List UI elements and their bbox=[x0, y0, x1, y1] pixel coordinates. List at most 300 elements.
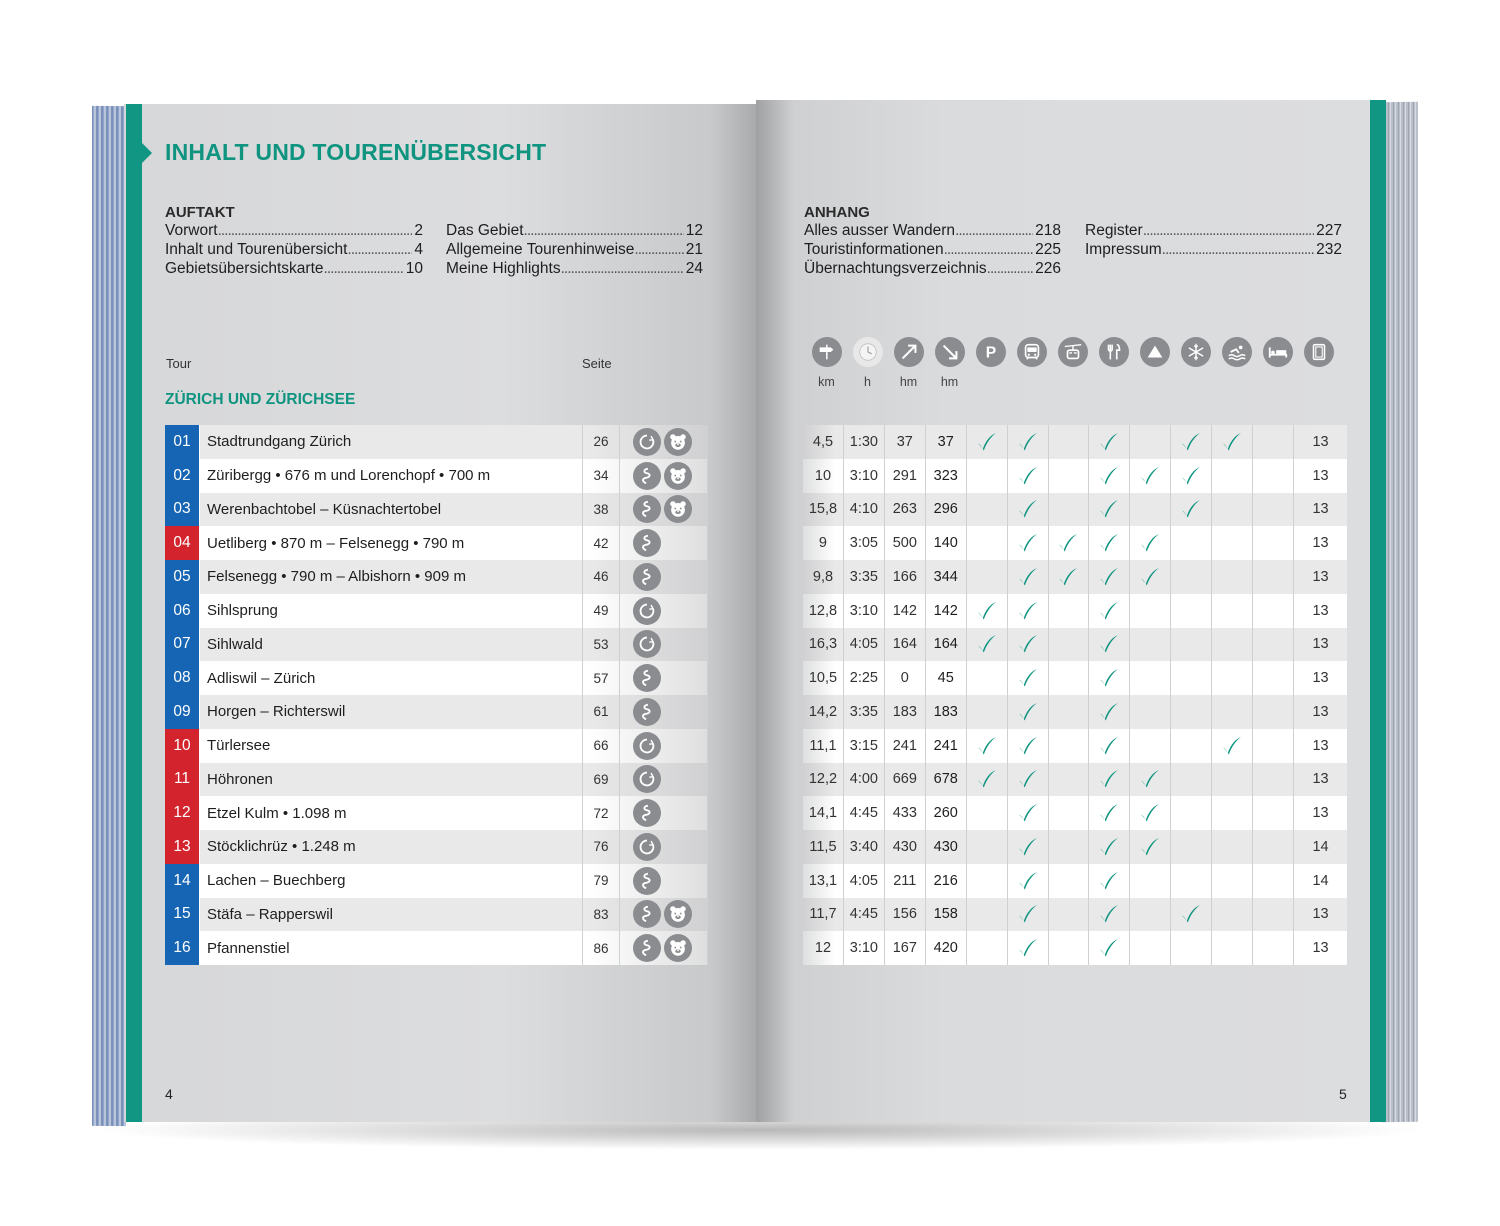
check-icon bbox=[1171, 898, 1212, 932]
check-icon bbox=[1049, 560, 1090, 594]
tour-table-right bbox=[803, 425, 1347, 965]
empty-cell bbox=[1130, 493, 1171, 527]
table-row[interactable] bbox=[165, 425, 708, 459]
empty-cell bbox=[1171, 729, 1212, 763]
clock-icon bbox=[853, 337, 883, 367]
tour-distance: 9 bbox=[803, 526, 844, 560]
tour-distance: 4,5 bbox=[803, 425, 844, 459]
tour-duration: 3:40 bbox=[844, 830, 885, 864]
tour-distance: 15,8 bbox=[803, 493, 844, 527]
empty-cell bbox=[1171, 830, 1212, 864]
tour-duration: 1:30 bbox=[844, 425, 885, 459]
tour-number-badge: 10 bbox=[165, 729, 200, 763]
empty-cell bbox=[1253, 425, 1294, 459]
check-icon bbox=[1008, 493, 1049, 527]
table-row[interactable] bbox=[803, 796, 1347, 830]
tour-name[interactable]: Stöcklichrüz • 1.248 m bbox=[200, 830, 583, 864]
tour-number-badge: 06 bbox=[165, 594, 200, 628]
empty-cell bbox=[967, 493, 1008, 527]
tour-type-icons bbox=[620, 898, 708, 932]
tour-page: 34 bbox=[583, 459, 620, 493]
tour-descent: 216 bbox=[926, 864, 967, 898]
toc-entry[interactable] bbox=[804, 260, 1061, 278]
tour-distance: 11,5 bbox=[803, 830, 844, 864]
tour-descent: 678 bbox=[926, 763, 967, 797]
tour-map-number: 13 bbox=[1312, 703, 1329, 720]
header-unit-label: hm bbox=[940, 375, 959, 389]
page-edges-left bbox=[92, 106, 126, 1126]
empty-cell bbox=[1253, 931, 1294, 965]
kids-bear-icon bbox=[664, 428, 692, 456]
empty-cell bbox=[1212, 830, 1253, 864]
header-icon-column bbox=[847, 337, 888, 389]
table-row[interactable] bbox=[165, 695, 708, 729]
kids-bear-icon bbox=[664, 495, 692, 523]
toc-entry-label: Vorwort bbox=[165, 222, 218, 239]
tour-page: 72 bbox=[583, 796, 620, 830]
check-icon bbox=[1089, 661, 1130, 695]
table-row[interactable] bbox=[165, 661, 708, 695]
check-icon bbox=[1130, 560, 1171, 594]
table-row[interactable] bbox=[803, 729, 1347, 763]
tour-ascent: 211 bbox=[885, 864, 926, 898]
empty-cell bbox=[1253, 560, 1294, 594]
cable-car-icon bbox=[1058, 337, 1088, 367]
tour-distance: 14,1 bbox=[803, 796, 844, 830]
toc-entry-page: 24 bbox=[685, 260, 703, 277]
table-row[interactable] bbox=[803, 661, 1347, 695]
oneway-route-icon bbox=[633, 867, 661, 895]
empty-cell bbox=[1253, 763, 1294, 797]
tour-duration: 3:35 bbox=[844, 695, 885, 729]
summit-icon bbox=[1140, 337, 1170, 367]
tour-map-number: 13 bbox=[1312, 602, 1329, 619]
table-row[interactable] bbox=[165, 628, 708, 662]
tour-type-icons bbox=[620, 763, 708, 797]
tour-type-icons bbox=[620, 661, 708, 695]
toc-entry-label: Übernachtungsverzeichnis bbox=[804, 260, 987, 277]
oneway-route-icon bbox=[633, 799, 661, 827]
tour-type-icons bbox=[620, 830, 708, 864]
toc-leader-dots bbox=[324, 260, 404, 278]
table-row[interactable] bbox=[165, 864, 708, 898]
tour-ascent: 142 bbox=[885, 594, 926, 628]
check-icon bbox=[967, 594, 1008, 628]
oneway-route-icon bbox=[633, 495, 661, 523]
tour-page: 83 bbox=[583, 898, 620, 932]
check-icon bbox=[1008, 763, 1049, 797]
check-icon bbox=[1089, 931, 1130, 965]
loop-route-icon bbox=[633, 630, 661, 658]
toc-entry-label: Impressum bbox=[1085, 241, 1162, 258]
tour-name[interactable]: Adliswil – Zürich bbox=[200, 661, 583, 695]
oneway-route-icon bbox=[633, 462, 661, 490]
empty-cell bbox=[1212, 931, 1253, 965]
table-row[interactable] bbox=[165, 796, 708, 830]
table-row[interactable] bbox=[165, 931, 708, 965]
tour-map-number: 13 bbox=[1312, 568, 1329, 585]
tour-distance: 14,2 bbox=[803, 695, 844, 729]
header-icon-column bbox=[1052, 337, 1093, 389]
tour-descent: 164 bbox=[926, 628, 967, 662]
check-icon bbox=[1089, 864, 1130, 898]
empty-cell bbox=[1130, 628, 1171, 662]
toc-leader-dots bbox=[218, 222, 413, 240]
tour-name[interactable]: Felsenegg • 790 m – Albishorn • 909 m bbox=[200, 560, 583, 594]
toc-entry[interactable] bbox=[446, 222, 703, 240]
tour-map-number: 13 bbox=[1312, 636, 1329, 653]
check-icon bbox=[1008, 796, 1049, 830]
tour-map-number: 13 bbox=[1312, 737, 1329, 754]
tour-name[interactable]: Stäfa – Rapperswil bbox=[200, 898, 583, 932]
empty-cell bbox=[1253, 628, 1294, 662]
tour-map-number: 14 bbox=[1312, 838, 1329, 855]
toc-entry[interactable] bbox=[804, 241, 1061, 259]
tour-number-badge: 01 bbox=[165, 425, 200, 459]
kids-bear-icon bbox=[664, 934, 692, 962]
check-icon bbox=[1089, 830, 1130, 864]
empty-cell bbox=[1253, 898, 1294, 932]
tour-name[interactable]: Lachen – Buechberg bbox=[200, 864, 583, 898]
tour-map-number: 13 bbox=[1312, 805, 1329, 822]
kids-bear-icon bbox=[664, 462, 692, 490]
check-icon bbox=[1130, 830, 1171, 864]
empty-cell bbox=[1171, 526, 1212, 560]
title-arrow-icon bbox=[142, 143, 152, 163]
tour-descent: 37 bbox=[926, 425, 967, 459]
descent-arrow-icon bbox=[935, 337, 965, 367]
tour-ascent: 263 bbox=[885, 493, 926, 527]
tour-name[interactable]: Horgen – Richterswil bbox=[200, 695, 583, 729]
toc-leader-dots bbox=[944, 241, 1034, 259]
table-row[interactable] bbox=[803, 493, 1347, 527]
tour-ascent: 241 bbox=[885, 729, 926, 763]
header-icon-column bbox=[888, 337, 929, 389]
check-icon bbox=[1008, 459, 1049, 493]
tour-duration: 3:10 bbox=[844, 459, 885, 493]
check-icon bbox=[1089, 594, 1130, 628]
table-row[interactable] bbox=[803, 594, 1347, 628]
tour-type-icons bbox=[620, 493, 708, 527]
tour-map-number: 13 bbox=[1312, 940, 1329, 957]
toc-entry[interactable] bbox=[446, 260, 703, 278]
table-row[interactable] bbox=[803, 898, 1347, 932]
empty-cell bbox=[1130, 931, 1171, 965]
table-row[interactable] bbox=[165, 526, 708, 560]
tour-type-icons bbox=[620, 628, 708, 662]
tour-name[interactable]: Uetliberg • 870 m – Felsenegg • 790 m bbox=[200, 526, 583, 560]
table-row[interactable] bbox=[165, 729, 708, 763]
table-row[interactable] bbox=[803, 830, 1347, 864]
empty-cell bbox=[1049, 763, 1090, 797]
tour-page: 66 bbox=[583, 729, 620, 763]
check-icon bbox=[1008, 830, 1049, 864]
oneway-route-icon bbox=[633, 563, 661, 591]
empty-cell bbox=[967, 898, 1008, 932]
tour-number-badge: 08 bbox=[165, 661, 200, 695]
toc-leader-dots bbox=[1143, 222, 1314, 240]
section-title: ZÜRICH UND ZÜRICHSEE bbox=[165, 391, 356, 408]
tour-ascent: 156 bbox=[885, 898, 926, 932]
tour-duration: 3:15 bbox=[844, 729, 885, 763]
empty-cell bbox=[1171, 796, 1212, 830]
tour-ascent: 183 bbox=[885, 695, 926, 729]
tour-page: 76 bbox=[583, 830, 620, 864]
tour-descent: 140 bbox=[926, 526, 967, 560]
loop-route-icon bbox=[633, 833, 661, 861]
empty-cell bbox=[1253, 526, 1294, 560]
toc-leader-dots bbox=[634, 241, 683, 259]
check-icon bbox=[1171, 425, 1212, 459]
tour-ascent: 500 bbox=[885, 526, 926, 560]
parking-icon bbox=[976, 337, 1006, 367]
tour-map-number: 14 bbox=[1312, 872, 1329, 889]
tour-ascent: 0 bbox=[885, 661, 926, 695]
empty-cell bbox=[1253, 594, 1294, 628]
empty-cell bbox=[1212, 898, 1253, 932]
check-icon bbox=[967, 628, 1008, 662]
check-icon bbox=[1008, 695, 1049, 729]
tour-map-number: 13 bbox=[1312, 535, 1329, 552]
check-icon bbox=[1089, 459, 1130, 493]
table-row[interactable] bbox=[165, 594, 708, 628]
tour-duration: 3:10 bbox=[844, 594, 885, 628]
toc-entry-page: 12 bbox=[685, 222, 703, 239]
table-row[interactable] bbox=[803, 864, 1347, 898]
toc-entry-label: Meine Highlights bbox=[446, 260, 561, 277]
check-icon bbox=[1089, 695, 1130, 729]
tour-type-icons bbox=[620, 695, 708, 729]
toc-entry[interactable] bbox=[165, 241, 423, 259]
table-row[interactable] bbox=[165, 560, 708, 594]
tour-page: 26 bbox=[583, 425, 620, 459]
tour-number-badge: 15 bbox=[165, 898, 200, 932]
empty-cell bbox=[1253, 661, 1294, 695]
tour-distance: 10,5 bbox=[803, 661, 844, 695]
tour-map-number: 13 bbox=[1312, 501, 1329, 518]
tour-number-badge: 11 bbox=[165, 763, 200, 797]
tour-ascent: 167 bbox=[885, 931, 926, 965]
toc-entry-label: Allgemeine Tourenhinweise bbox=[446, 241, 635, 258]
empty-cell bbox=[1212, 763, 1253, 797]
table-row[interactable] bbox=[803, 526, 1347, 560]
check-icon bbox=[1008, 526, 1049, 560]
tour-type-icons bbox=[620, 526, 708, 560]
empty-cell bbox=[1049, 628, 1090, 662]
tour-map-number: 13 bbox=[1312, 433, 1329, 450]
empty-cell bbox=[1171, 763, 1212, 797]
table-row[interactable] bbox=[803, 425, 1347, 459]
tour-descent: 260 bbox=[926, 796, 967, 830]
table-row[interactable] bbox=[165, 493, 708, 527]
tour-ascent: 166 bbox=[885, 560, 926, 594]
toc-entry-label: Das Gebiet bbox=[446, 222, 524, 239]
empty-cell bbox=[967, 864, 1008, 898]
tour-ascent: 430 bbox=[885, 830, 926, 864]
tour-distance: 9,8 bbox=[803, 560, 844, 594]
tour-name[interactable]: Stadtrundgang Zürich bbox=[200, 425, 583, 459]
restaurant-icon bbox=[1099, 337, 1129, 367]
toc-entry-page: 2 bbox=[414, 222, 423, 239]
tour-number-badge: 12 bbox=[165, 796, 200, 830]
tour-number-badge: 13 bbox=[165, 830, 200, 864]
tour-name[interactable]: Sihlwald bbox=[200, 628, 583, 662]
table-row[interactable] bbox=[803, 763, 1347, 797]
loop-route-icon bbox=[633, 428, 661, 456]
map-sheet-icon bbox=[1304, 337, 1334, 367]
tour-duration: 4:05 bbox=[844, 864, 885, 898]
oneway-route-icon bbox=[633, 900, 661, 928]
empty-cell bbox=[1212, 628, 1253, 662]
tour-number-badge: 02 bbox=[165, 459, 200, 493]
check-icon bbox=[1008, 425, 1049, 459]
check-icon bbox=[1130, 796, 1171, 830]
tour-page: 86 bbox=[583, 931, 620, 965]
toc-entry-label: Alles ausser Wandern bbox=[804, 222, 956, 239]
empty-cell bbox=[1130, 425, 1171, 459]
tour-descent: 45 bbox=[926, 661, 967, 695]
toc-entry-page: 21 bbox=[685, 241, 703, 258]
empty-cell bbox=[1253, 459, 1294, 493]
tour-duration: 4:00 bbox=[844, 763, 885, 797]
tour-number-badge: 09 bbox=[165, 695, 200, 729]
empty-cell bbox=[1212, 796, 1253, 830]
tour-name[interactable]: Etzel Kulm • 1.098 m bbox=[200, 796, 583, 830]
tour-name[interactable]: Züribergg • 676 m und Lorenchopf • 700 m bbox=[200, 459, 583, 493]
toc-leader-dots bbox=[347, 241, 412, 259]
header-unit-label: hm bbox=[899, 375, 918, 389]
empty-cell bbox=[1049, 830, 1090, 864]
tour-name[interactable]: Sihlsprung bbox=[200, 594, 583, 628]
tour-ascent: 37 bbox=[885, 425, 926, 459]
toc-entry-label: Register bbox=[1085, 222, 1143, 239]
toc-entry[interactable] bbox=[1085, 241, 1342, 259]
empty-cell bbox=[1171, 931, 1212, 965]
check-icon bbox=[1171, 493, 1212, 527]
check-icon bbox=[1089, 898, 1130, 932]
bus-icon bbox=[1017, 337, 1047, 367]
table-row[interactable] bbox=[803, 560, 1347, 594]
tour-descent: 430 bbox=[926, 830, 967, 864]
table-row[interactable] bbox=[803, 695, 1347, 729]
check-icon bbox=[1089, 560, 1130, 594]
table-row[interactable] bbox=[165, 763, 708, 797]
empty-cell bbox=[967, 661, 1008, 695]
check-icon bbox=[967, 763, 1008, 797]
tour-name[interactable]: Türlersee bbox=[200, 729, 583, 763]
tour-duration: 4:05 bbox=[844, 628, 885, 662]
table-row[interactable] bbox=[165, 459, 708, 493]
tour-name[interactable]: Pfannenstiel bbox=[200, 931, 583, 965]
toc-entry[interactable] bbox=[804, 222, 1061, 240]
tour-distance: 16,3 bbox=[803, 628, 844, 662]
tour-type-icons bbox=[620, 796, 708, 830]
ascent-arrow-icon bbox=[894, 337, 924, 367]
check-icon bbox=[1008, 864, 1049, 898]
tour-map-number: 13 bbox=[1312, 906, 1329, 923]
check-icon bbox=[1008, 594, 1049, 628]
empty-cell bbox=[1212, 661, 1253, 695]
toc-entry-page: 232 bbox=[1316, 241, 1342, 258]
toc-entry[interactable] bbox=[165, 260, 423, 278]
tour-page: 79 bbox=[583, 864, 620, 898]
tour-descent: 158 bbox=[926, 898, 967, 932]
tour-page: 42 bbox=[583, 526, 620, 560]
empty-cell bbox=[1253, 695, 1294, 729]
table-row[interactable] bbox=[803, 931, 1347, 965]
empty-cell bbox=[1212, 594, 1253, 628]
check-icon bbox=[1089, 796, 1130, 830]
tour-descent: 420 bbox=[926, 931, 967, 965]
header-icon-column bbox=[806, 337, 847, 389]
toc-entry[interactable] bbox=[446, 241, 703, 259]
empty-cell bbox=[1130, 864, 1171, 898]
check-icon bbox=[1089, 628, 1130, 662]
empty-cell bbox=[1212, 459, 1253, 493]
kids-bear-icon bbox=[664, 900, 692, 928]
check-icon bbox=[1049, 526, 1090, 560]
tour-name[interactable]: Werenbachtobel – Küsnachtertobel bbox=[200, 493, 583, 527]
check-icon bbox=[1089, 526, 1130, 560]
check-icon bbox=[1008, 898, 1049, 932]
empty-cell bbox=[1130, 729, 1171, 763]
check-icon bbox=[1130, 763, 1171, 797]
check-icon bbox=[967, 425, 1008, 459]
signpost-icon bbox=[812, 337, 842, 367]
page-number-right: 5 bbox=[1339, 1086, 1347, 1102]
header-unit-label: km bbox=[818, 375, 835, 389]
empty-cell bbox=[967, 459, 1008, 493]
tour-type-icons bbox=[620, 931, 708, 965]
tour-page: 49 bbox=[583, 594, 620, 628]
tour-duration: 3:35 bbox=[844, 560, 885, 594]
toc-entry-page: 10 bbox=[405, 260, 423, 277]
header-icon-column bbox=[1093, 337, 1134, 389]
empty-cell bbox=[1253, 830, 1294, 864]
tour-distance: 12,2 bbox=[803, 763, 844, 797]
table-row[interactable] bbox=[803, 459, 1347, 493]
table-row[interactable] bbox=[165, 830, 708, 864]
empty-cell bbox=[1171, 661, 1212, 695]
page-title: INHALT UND TOURENÜBERSICHT bbox=[165, 139, 547, 165]
tour-distance: 13,1 bbox=[803, 864, 844, 898]
auftakt-heading: AUFTAKT bbox=[165, 204, 235, 221]
tour-name[interactable]: Höhronen bbox=[200, 763, 583, 797]
empty-cell bbox=[1212, 526, 1253, 560]
empty-cell bbox=[1130, 695, 1171, 729]
empty-cell bbox=[1130, 898, 1171, 932]
empty-cell bbox=[967, 560, 1008, 594]
toc-entry[interactable] bbox=[1085, 222, 1342, 240]
check-icon bbox=[1089, 493, 1130, 527]
check-icon bbox=[1008, 931, 1049, 965]
tour-number-badge: 14 bbox=[165, 864, 200, 898]
oneway-route-icon bbox=[633, 934, 661, 962]
tour-number-badge: 16 bbox=[165, 931, 200, 965]
table-row[interactable] bbox=[803, 628, 1347, 662]
empty-cell bbox=[1049, 729, 1090, 763]
tour-page: 46 bbox=[583, 560, 620, 594]
check-icon bbox=[1130, 526, 1171, 560]
toc-leader-dots bbox=[524, 222, 684, 240]
toc-entry[interactable] bbox=[165, 222, 423, 240]
check-icon bbox=[967, 729, 1008, 763]
table-row[interactable] bbox=[165, 898, 708, 932]
loop-route-icon bbox=[633, 765, 661, 793]
empty-cell bbox=[1212, 560, 1253, 594]
tour-duration: 4:45 bbox=[844, 898, 885, 932]
toc-leader-dots bbox=[1162, 241, 1314, 259]
